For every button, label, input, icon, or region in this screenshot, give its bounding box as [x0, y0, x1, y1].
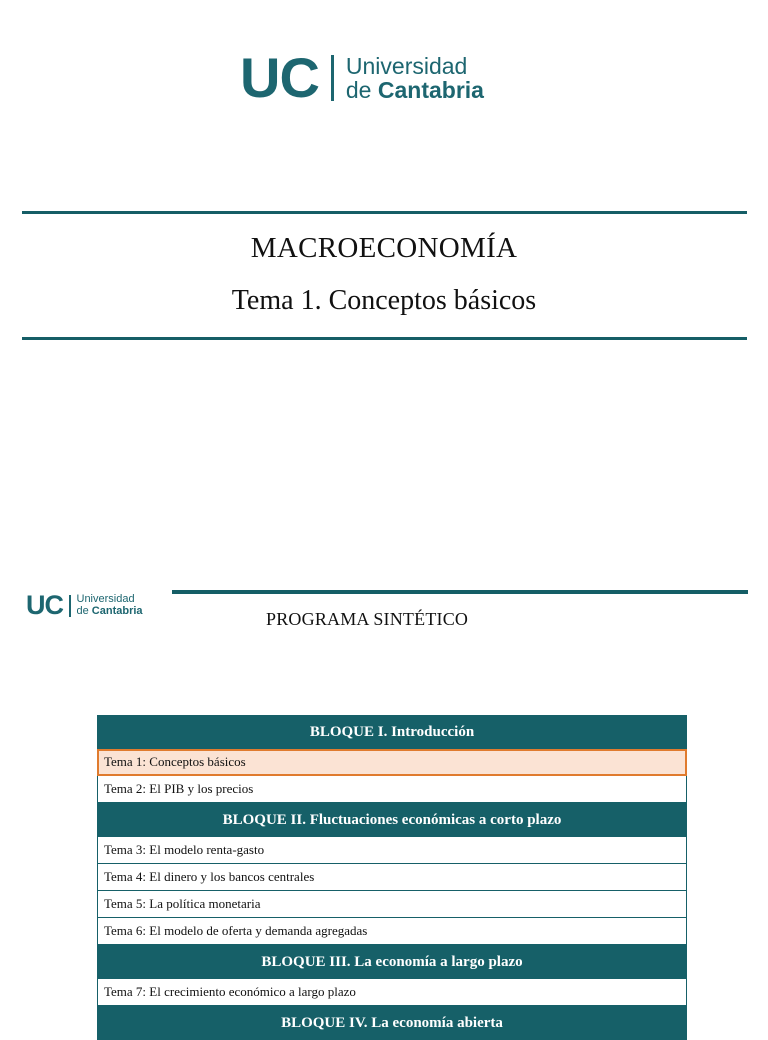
- program-header-rule: [172, 590, 748, 594]
- program-table: [97, 715, 687, 1040]
- logo-divider: [69, 595, 71, 617]
- topic-row[interactable]: Tema 4: El dinero y los bancos centrales: [97, 864, 687, 891]
- logo-line2: [346, 78, 484, 102]
- logo-divider: [331, 55, 334, 101]
- course-title: MACROECONOMÍA: [250, 232, 518, 264]
- topic-row[interactable]: Tema 7: El crecimiento económico a largo plazo: [97, 979, 687, 1006]
- logo-line2-bold: Cantabria: [91, 604, 143, 617]
- block-header: BLOQUE III. La economía a largo plazo: [97, 945, 687, 979]
- topic-title: Tema 1. Conceptos básicos: [231, 285, 537, 316]
- program-title: PROGRAMA SINTÉTICO: [266, 609, 469, 629]
- title-top-rule: [22, 211, 747, 214]
- university-logo: [240, 46, 484, 109]
- logo-text: [77, 594, 143, 617]
- topic-row[interactable]: Tema 6: El modelo de oferta y demanda agregadas: [97, 918, 687, 945]
- block-header: BLOQUE IV. La economía abierta: [97, 1006, 687, 1040]
- logo-line1: Universidad: [76, 592, 135, 605]
- block-header: BLOQUE I. Introducción: [97, 715, 687, 749]
- block-header: BLOQUE II. Fluctuaciones económicas a corto plazo: [97, 803, 687, 837]
- logo-line2-bold: Cantabria: [377, 77, 484, 103]
- topic-row[interactable]: Tema 5: La política monetaria: [97, 891, 687, 918]
- logo-line1: Universidad: [345, 52, 468, 79]
- logo-text: [346, 54, 484, 102]
- logo-line2-prefix: de: [345, 77, 378, 103]
- topic-row-selected[interactable]: Tema 1: Conceptos básicos: [97, 749, 687, 776]
- university-logo-small: [26, 592, 143, 619]
- topic-row[interactable]: Tema 3: El modelo renta-gasto: [97, 837, 687, 864]
- logo-mark: UC: [26, 590, 63, 620]
- logo-line2-prefix: de: [76, 604, 92, 617]
- logo-line2: [77, 606, 143, 618]
- title-bottom-rule: [22, 337, 747, 340]
- topic-row[interactable]: Tema 2: El PIB y los precios: [97, 776, 687, 803]
- logo-mark: UC: [240, 46, 319, 109]
